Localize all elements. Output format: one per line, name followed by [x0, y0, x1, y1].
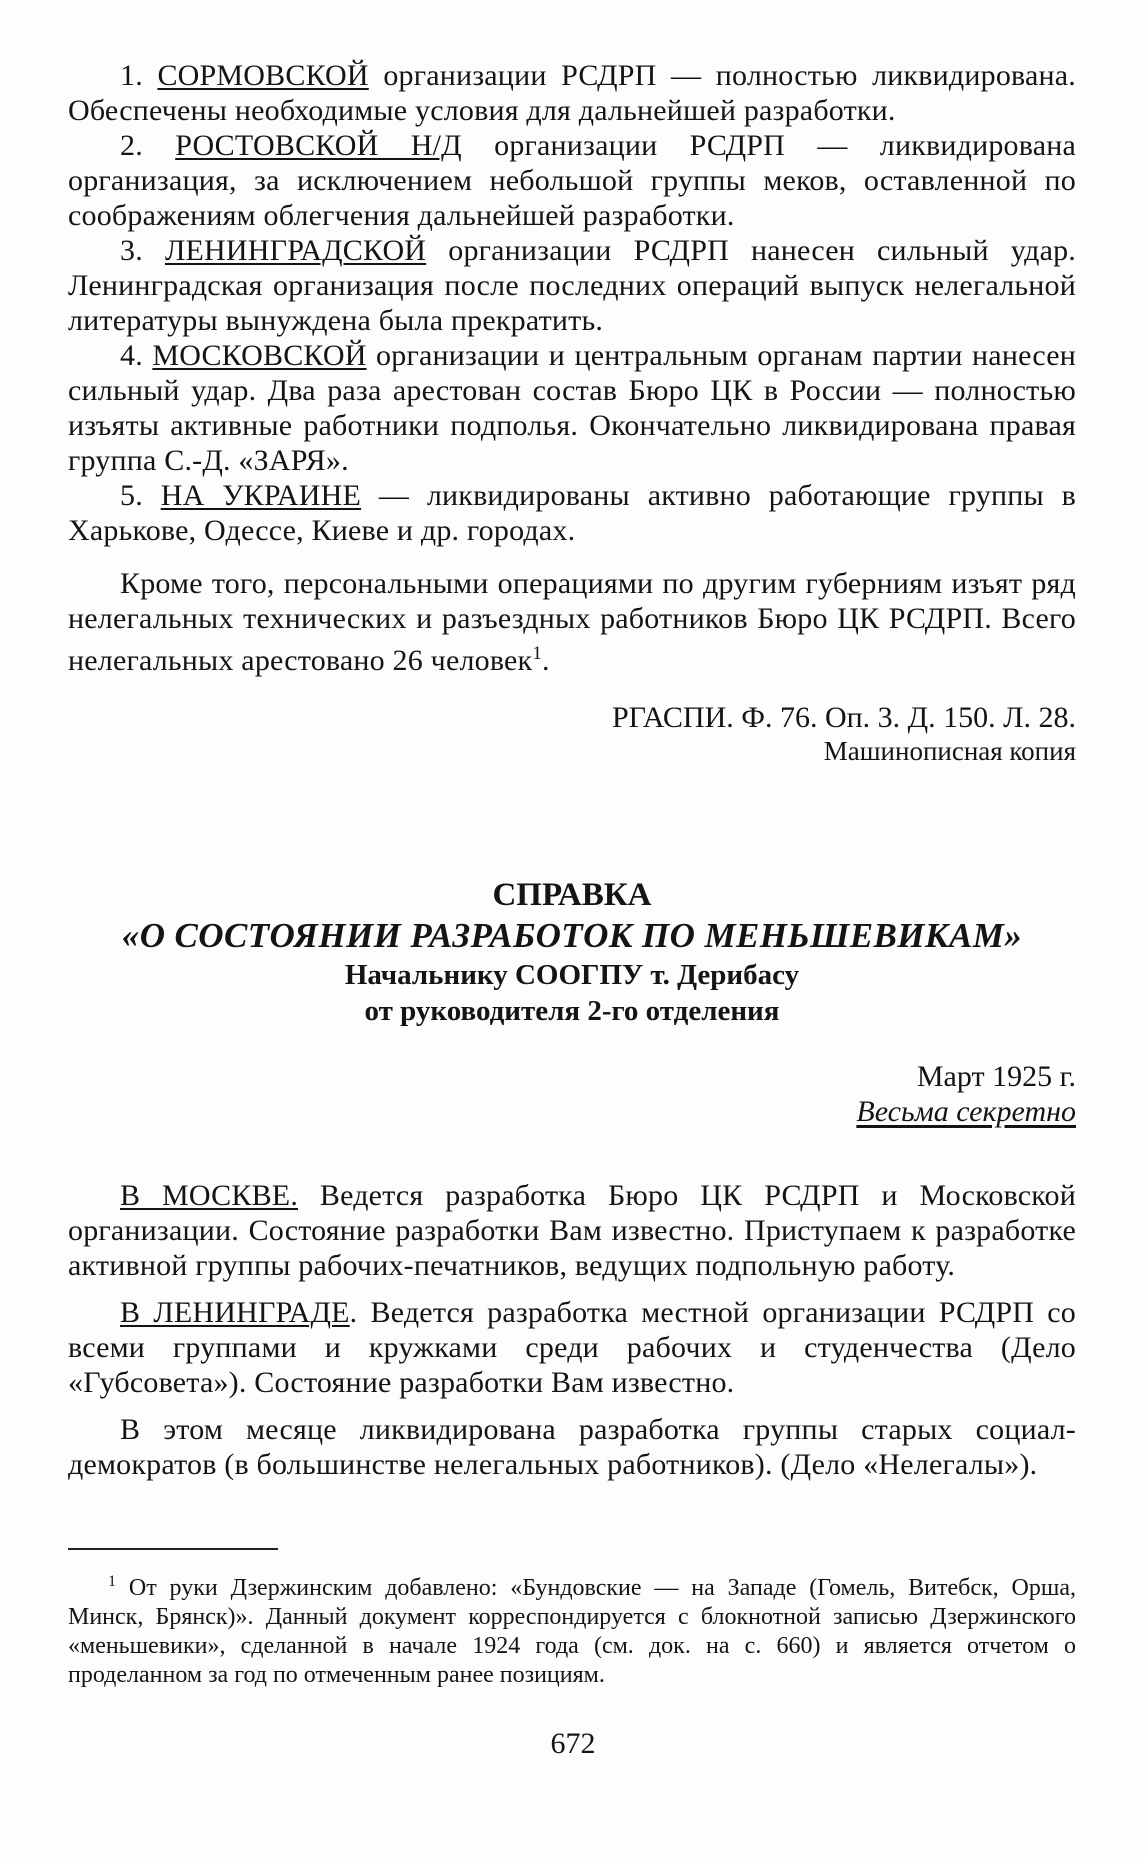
- item-text: организации РСДРП — полностью ликвидирована. Обеспечены необходимые условия для дальнейшей разработки.: [68, 59, 1076, 127]
- list-item: [68, 478, 1076, 548]
- org-name: ЛЕНИНГРАДСКОЙ: [164, 234, 427, 267]
- doc-title: СПРАВКА: [492, 877, 652, 913]
- item-text: организации РСДРП нанесен сильный удар. Ленинградская организация после последних операций выпуск нелегальной литературы вынуждена была прекратить.: [68, 234, 1076, 337]
- summary-paragraph: Кроме того, персональными операциями по другим губерниям изъят ряд нелегальных технических и разъездных работников Бюро ЦК РСДРП. Всего нелегальных арестовано 26 человек$^1$.: [68, 567, 1076, 677]
- footnote-block: [68, 1567, 1076, 1690]
- classification-stamp: Весьма секретно: [856, 1095, 1076, 1128]
- footnote-mark: 1: [108, 1573, 116, 1590]
- item-text: организации РСДРП — ликвидирована организация, за исключением небольшой группы меков, оставленной по соображениям облегчения дальнейшей разработки.: [68, 129, 1076, 232]
- footnote: [68, 1567, 1076, 1690]
- section-place: В МОСКВЕ.: [120, 1179, 299, 1212]
- list-item: [68, 128, 1076, 233]
- list-item: [68, 233, 1076, 338]
- doc-date: Март 1925 г.: [916, 1060, 1076, 1093]
- item-number: 2.: [120, 129, 176, 162]
- org-name: НА УКРАИНЕ: [160, 479, 362, 512]
- doc-subtitle: «О СОСТОЯНИИ РАЗРАБОТОК ПО МЕНЬШЕВИКАМ»: [121, 916, 1023, 955]
- section-liquidation: [68, 1412, 1076, 1482]
- doc-addressee: Начальнику СООГПУ т. Дерибасу: [344, 959, 800, 991]
- archive-reference: РГАСПИ. Ф. 76. Оп. 3. Д. 150. Л. 28.: [611, 701, 1076, 734]
- org-name: РОСТОВСКОЙ Н/Д: [175, 129, 462, 162]
- page-number: 672: [550, 1727, 596, 1760]
- list-item: [68, 338, 1076, 478]
- document-heading: [68, 875, 1076, 1129]
- section-moscow: [68, 1178, 1076, 1283]
- section-place: В ЛЕНИНГРАДЕ: [120, 1296, 350, 1329]
- list-item: [68, 58, 1076, 128]
- copy-type: Машинописная копия: [823, 736, 1076, 766]
- section-text: В этом месяце ликвидирована разработка группы старых социал-демократов (в большинстве нелегальных работников). (Дело «Нелегалы»).: [68, 1413, 1076, 1481]
- section-text: Ведется разработка Бюро ЦК РСДРП и Московской организации. Состояние разработки Вам известно. Приступаем к разработке активной группы рабочих-печатников, ведущих подпольную работу.: [68, 1179, 1076, 1282]
- item-text: организации и центральным органам партии нанесен сильный удар. Два раза арестован состав Бюро ЦК в России — полностью изъяты активные работники подполья. Окончательно ликвидирована правая группа С.-Д. «ЗАРЯ».: [68, 339, 1076, 477]
- footnote-ref: 1: [532, 643, 543, 664]
- section-leningrad: [68, 1295, 1076, 1400]
- footnote-text: От руки Дзержинским добавлено: «Бундовские — на Западе (Гомель, Витебск, Орша, Минск, Брянск)». Данный документ корреспондируется с блокнотной записью Дзержинского «меньшевики», сделанной в начале 1924 года (см. док. на с. 660) и является отчетом о проделанном за год по отмеченным ранее позициям.: [68, 1575, 1076, 1688]
- doc-sender: от руководителя 2-го отделения: [364, 995, 780, 1027]
- footnote-divider: [68, 1548, 278, 1550]
- classification-line: [68, 1094, 1076, 1129]
- org-name: МОСКОВСКОЙ: [152, 339, 367, 372]
- item-number: 5.: [120, 479, 161, 512]
- item-number: 1.: [120, 59, 158, 92]
- report-sections: [68, 1178, 1076, 1482]
- item-number: 3.: [120, 234, 165, 267]
- organization-list: [68, 58, 1076, 768]
- item-number: 4.: [120, 339, 153, 372]
- section-text: . Ведется разработка местной организации РСДРП со всеми группами и кружками среди рабочих и студенчества (Дело «Губсовета»). Состояние разработки Вам известно.: [68, 1296, 1076, 1399]
- item-text: — ликвидированы активно работающие группы в Харькове, Одессе, Киеве и др. городах.: [68, 479, 1076, 547]
- org-name: СОРМОВСКОЙ: [157, 59, 369, 92]
